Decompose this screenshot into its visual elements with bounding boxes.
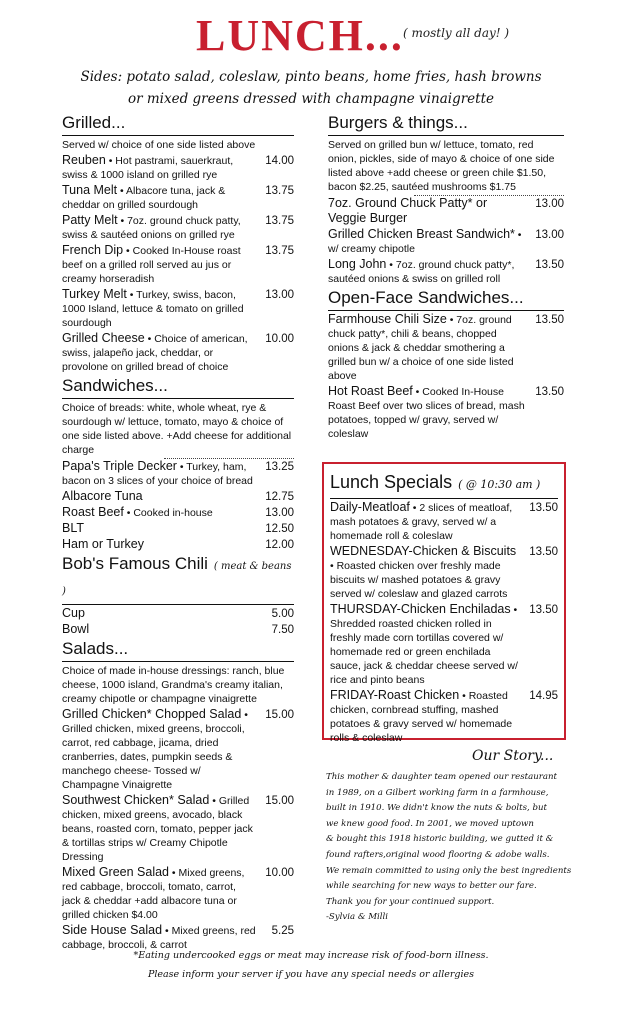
story-line: found rafters,original wood flooring & adobe walls.: [326, 849, 550, 860]
section-intro: Choice of made in-house dressings: ranch, blue cheese, 1000 island, Grandma's creamy italian, creamy chipotle or champagne vinaigrette: [62, 665, 285, 705]
section-divider: [328, 135, 564, 136]
section-title-grilled: Grilled...: [62, 113, 126, 132]
item-description: • Shredded roasted chicken rolled in freshly made corn tortillas covered w/ homemade red or green enchilada sauce, jack & cheddar cheese served w/ rice and pinto beans: [330, 604, 518, 686]
item-name: Side House Salad: [62, 923, 163, 937]
item-name: French Dip: [62, 243, 124, 257]
item-description: • 2 slices of meatloaf, mash potatoes & gravy, served w/ a homemade roll & coleslaw: [330, 502, 513, 542]
menu-item: [62, 505, 294, 520]
item-price: 13.50: [535, 386, 564, 398]
menu-item: [62, 287, 294, 330]
section-divider: [62, 135, 294, 136]
item-name: Southwest Chicken* Salad: [62, 793, 210, 807]
item-description: • Turkey, swiss, bacon, 1000 Island, lettuce & tomato on grilled sourdough: [62, 289, 244, 329]
item-price: 13.00: [265, 507, 294, 519]
item-name: Grilled Chicken Breast Sandwich*: [328, 227, 515, 241]
item-name: Tuna Melt: [62, 183, 118, 197]
item-name: BLT: [62, 521, 84, 535]
item-name: THURSDAY-Chicken Enchiladas: [330, 602, 511, 616]
item-description: • Roasted chicken, cornbread stuffing, mashed potatoes & gravy served w/ homemade rolls & coleslaw: [330, 690, 513, 744]
item-name: Hot Roast Beef: [328, 384, 413, 398]
item-name: Farmhouse Chili Size: [328, 312, 447, 326]
item-price: 13.00: [535, 198, 564, 210]
item-name: Long John: [328, 257, 387, 271]
menu-item: [62, 489, 294, 504]
item-price: 13.50: [535, 314, 564, 326]
item-name: Cup: [62, 606, 85, 620]
section-divider: [62, 661, 294, 662]
section-divider: [62, 604, 294, 605]
story-line: We remain committed to using only the best ingredients: [326, 865, 572, 876]
item-description: • Grilled chicken, mixed greens, avocado, black beans, roasted corn, tomato, pepper jack & tortillas strips w/ Creamy Chipotle Dressing: [62, 795, 253, 863]
item-price: 13.75: [265, 185, 294, 197]
menu-item: [62, 606, 294, 621]
story-title: Our Story...: [472, 748, 554, 764]
item-price: 13.00: [265, 289, 294, 301]
menu-item: [62, 243, 294, 286]
item-name: Reuben: [62, 153, 106, 167]
item-name: FRIDAY-Roast Chicken: [330, 688, 460, 702]
item-price: 13.00: [535, 229, 564, 241]
section-intro: Served on grilled bun w/ lettuce, tomato, red onion, pickles, side of mayo & choice of one side listed above +add cheese or green chile $1.50, bacon $2.25, sautéed mushrooms $1.75: [328, 139, 555, 193]
section-title-salads: Salads...: [62, 639, 129, 658]
item-description: • Cooked In-House roast beef on a grilled roll served au jus or creamy horseradish: [62, 245, 241, 285]
item-price: 13.50: [529, 502, 558, 514]
menu-item: [62, 153, 294, 182]
sides-line-2: or mixed greens dressed with champagne vinaigrette: [127, 91, 494, 107]
story-text: [326, 770, 588, 926]
item-price: 15.00: [265, 709, 294, 721]
item-name: WEDNESDAY-Chicken & Biscuits: [330, 544, 517, 558]
item-name: 7oz. Ground Chuck Patty* or Veggie Burger: [328, 196, 488, 225]
menu-item: [328, 257, 564, 286]
story-line: we knew good food. In 2001, we moved uptown: [326, 818, 534, 829]
story-line: while searching for new ways to better our fare.: [326, 881, 537, 892]
item-description: • 7oz. ground chuck patty, swiss & sautéed onions on grilled rye: [62, 215, 241, 241]
section-burgers: [328, 112, 564, 286]
item-name: Roast Beef: [62, 505, 124, 519]
footer-note: [0, 946, 622, 984]
item-price: 5.25: [271, 925, 294, 937]
story-line: This mother & daughter team opened our restaurant: [326, 772, 557, 782]
section-title-specials: [330, 470, 558, 497]
item-name: Patty Melt: [62, 213, 118, 227]
item-price: 13.50: [529, 604, 558, 616]
item-name: Turkey Melt: [62, 287, 127, 301]
menu-item: [330, 500, 558, 543]
section-title-openface: Open-Face Sandwiches...: [328, 288, 524, 307]
menu-item: [62, 183, 294, 212]
item-price: 13.50: [535, 259, 564, 271]
item-description: • w/ creamy chipotle: [328, 229, 522, 255]
menu-item: [328, 227, 564, 256]
right-column: [328, 112, 564, 442]
chili-note: ( meat & beans ): [62, 561, 292, 597]
story-line: & bought this 1918 historic building, we gutted it &: [326, 834, 554, 845]
item-price: 10.00: [265, 333, 294, 345]
item-name: Mixed Green Salad: [62, 865, 170, 879]
menu-item: [328, 196, 564, 226]
item-description: • Cooked in-house: [123, 507, 213, 519]
section-title-burgers: Burgers & things...: [328, 113, 468, 132]
item-price: 5.00: [271, 608, 294, 620]
item-price: 12.00: [265, 539, 294, 551]
footer-line-2: Please inform your server if you have any special needs or allergies: [147, 969, 475, 980]
sides-note: [0, 66, 622, 110]
item-description: • Albacore tuna, jack & cheddar on grilled sourdough: [62, 185, 226, 211]
item-price: 13.75: [265, 215, 294, 227]
item-description: • Roasted chicken over freshly made biscuits w/ mashed potatoes & gravy served w/ coleslaw and glazed carrots: [330, 560, 508, 600]
item-price: 14.00: [265, 155, 294, 167]
item-name: Bowl: [62, 622, 90, 636]
section-title-chili: [62, 553, 294, 603]
story-line: -Sylvia & Milli: [326, 912, 389, 923]
story-line: built in 1910. We didn't know the nuts & bolts, but: [326, 803, 547, 814]
section-intro: Served w/ choice of one side listed above: [62, 139, 256, 151]
menu-item: [62, 331, 294, 374]
menu-item: [62, 213, 294, 242]
item-price: 13.25: [265, 461, 294, 473]
item-name: Grilled Cheese: [62, 331, 145, 345]
lunch-specials-box: [322, 462, 566, 744]
section-sandwiches: [62, 375, 294, 552]
menu-item: [62, 865, 294, 922]
item-name: Ham or Turkey: [62, 537, 144, 551]
menu-item: [330, 544, 558, 601]
item-name: Albacore Tuna: [62, 489, 143, 503]
section-openface: [328, 287, 564, 441]
item-price: 12.50: [265, 523, 294, 535]
left-column: [62, 112, 294, 953]
menu-item: [62, 521, 294, 536]
menu-item: [62, 537, 294, 552]
story-line: in 1989, on a Gilbert working farm in a farmhouse,: [326, 787, 549, 798]
item-description: • 7oz. ground chuck patty*, chili & beans, chopped onions & jack & cheddar smothering a grilled bun w/ a choice of one side listed above: [328, 314, 514, 382]
item-description: • Cooked In-House Roast Beef over two slices of bread, mash potatoes, topped w/ gravy, served w/ coleslaw: [328, 386, 525, 440]
item-description: • Choice of american, swiss, jalapeño jack, cheddar, or provolone on grilled bread of choice: [62, 333, 248, 373]
menu-item: [62, 793, 294, 864]
footer-line-1: *Eating undercooked eggs or meat may increase risk of food-born illness.: [133, 950, 489, 961]
section-title-sandwiches: Sandwiches...: [62, 376, 168, 395]
item-price: 7.50: [271, 624, 294, 636]
item-description: • Hot pastrami, sauerkraut, swiss & 1000 island on grilled rye: [62, 155, 234, 181]
item-name: Grilled Chicken* Chopped Salad: [62, 707, 242, 721]
story-line: Thank you for your continued support.: [326, 896, 495, 907]
section-divider: [62, 398, 294, 399]
menu-item: [62, 707, 294, 792]
sides-line-1: Sides: potato salad, coleslaw, pinto beans, home fries, hash browns: [80, 69, 542, 85]
specials-note: ( @ 10:30 am ): [458, 478, 541, 491]
item-price: 15.00: [265, 795, 294, 807]
section-divider: [328, 310, 564, 311]
section-intro: Choice of breads: white, whole wheat, rye & sourdough w/ lettuce, tomato, mayo & choice of one side listed above. +Add cheese for additional charge: [62, 402, 292, 456]
item-description: • 7oz. ground chuck patty*, sautéed onions & swiss on grilled roll: [328, 259, 515, 285]
item-description: • Grilled chicken, mixed greens, broccoli, carrot, red cabbage, jicama, dried cranberries, dates, pumpkin seeds & manchego cheese- Tossed w/ Champagne Vinaigrette: [62, 709, 248, 791]
item-price: 12.75: [265, 491, 294, 503]
section-divider: [330, 498, 558, 499]
menu-item: [328, 384, 564, 441]
item-description: • Mixed greens, red cabbage, broccoli, & carrot: [62, 925, 256, 951]
item-price: 10.00: [265, 867, 294, 879]
section-salads: [62, 638, 294, 952]
item-name: Papa's Triple Decker: [62, 459, 177, 473]
section-grilled: [62, 112, 294, 374]
item-description: • Turkey, ham, bacon on 3 slices of your choice of bread: [62, 461, 253, 487]
item-price: 14.95: [529, 690, 558, 702]
menu-item: [330, 602, 558, 687]
item-description: • Mixed greens, red cabbage, broccoli, tomato, carrot, jack & cheddar +add albacore tuna or grilled chicken $4.00: [62, 867, 245, 921]
menu-item: [328, 312, 564, 383]
menu-item: [62, 459, 294, 488]
section-chili: [62, 553, 294, 637]
item-price: 13.50: [529, 546, 558, 558]
menu-item: [62, 622, 294, 637]
chili-title: Bob's Famous Chili: [62, 554, 208, 573]
page-subtitle: ( mostly all day! ): [403, 26, 510, 40]
page-title: LUNCH...: [196, 11, 404, 60]
item-price: 13.75: [265, 245, 294, 257]
menu-header: [0, 0, 622, 110]
item-name: Daily-Meatloaf: [330, 500, 410, 514]
specials-title: Lunch Specials: [330, 472, 453, 492]
menu-item: [330, 688, 558, 745]
